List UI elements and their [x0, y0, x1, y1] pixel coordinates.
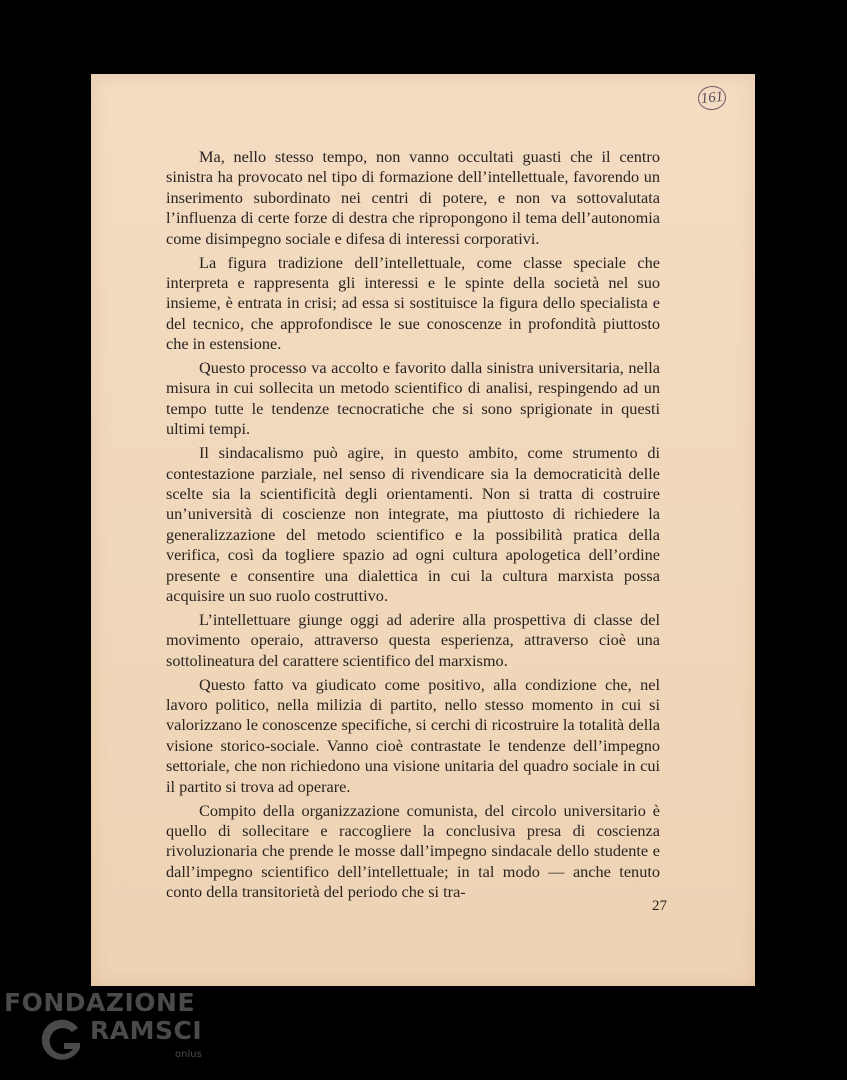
gramsci-g-logo-icon: [34, 1014, 88, 1068]
page-number: 27: [652, 898, 667, 914]
paragraph: Questo fatto va giudicato come positivo, alla condizione che, nel lavoro politico, nella milizia di partito, nello stesso momento in cui si valorizzano le conoscenze specifiche, si cerchi di ricostruire la totalità della visione storico-sociale. Vanno cioè contrastate le tendenze dell’impegno settoriale, che non richiedono una visione unitaria del quadro sociale in cui il partito si trova ad operare.: [166, 674, 660, 796]
paragraph: Ma, nello stesso tempo, non vanno occultati guasti che il centro sinistra ha provocato nel tipo di formazione dell’intellettuale, favorendo un inserimento subordinato nei centri di potere, e non va sottovalutata l’influenza di certe forze di destra che ripropongono il tema dell’autonomia come disimpegno sociale e difesa di interessi corporativi.: [166, 147, 660, 248]
paragraph: L’intellettuare giunge oggi ad aderire alla prospettiva di classe del movimento operaio, attraverso questa esperienza, attraverso cioè una sottolineatura del carattere scientifico del marxismo.: [166, 609, 660, 670]
fondazione-gramsci-watermark: [4, 988, 214, 1072]
body-text: [166, 147, 660, 906]
archive-stamp: 161: [697, 85, 727, 112]
paragraph: Questo processo va accolto e favorito dalla sinistra universitaria, nella misura in cui sollecita un metodo scientifico di analisi, respingendo ad un tempo tutte le tendenze tecnocratiche che si sono sprigionate in questi ultimi tempi.: [166, 358, 660, 439]
watermark-line2: RAMSCI: [90, 1016, 203, 1045]
paragraph: Compito della organizzazione comunista, del circolo universitario è quello di sollecitare e raccogliere la conclusiva presa di coscienza rivoluzionaria che prende le mosse dall’impegno sindacale dello studente e dall’impegno scientifico dell’intellettuale; in tal modo — anche tenuto conto della transitorietà del periodo che si tra-: [166, 800, 660, 902]
scanned-page: [91, 74, 755, 986]
watermark-line3: onlus: [175, 1049, 202, 1060]
paragraph: Il sindacalismo può agire, in questo ambito, come strumento di contestazione parziale, nel senso di rivendicare sia la democraticità delle scelte sia la scientificità degli orientamenti. Non si tratta di costruire un’università di coscienze non integrate, ma piuttosto di richiedere la generalizzazione del metodo scientifico e la possibilità pratica della verifica, così da togliere spazio ad ogni cultura apologetica dell’ordine presente e consentire una dialettica in cui la cultura marxista possa acquisire un suo ruolo costruttivo.: [166, 443, 660, 606]
watermark-line1: FONDAZIONE: [4, 988, 196, 1017]
paragraph: La figura tradizione dell’intellettuale, come classe speciale che interpreta e rappresenta gli interessi e le spinte della società nel suo insieme, è entrata in crisi; ad essa si sostituisce la figura dello specialista e del tecnico, che approfondisce le sue conoscenze in profondità piuttosto che in estensione.: [166, 252, 660, 354]
